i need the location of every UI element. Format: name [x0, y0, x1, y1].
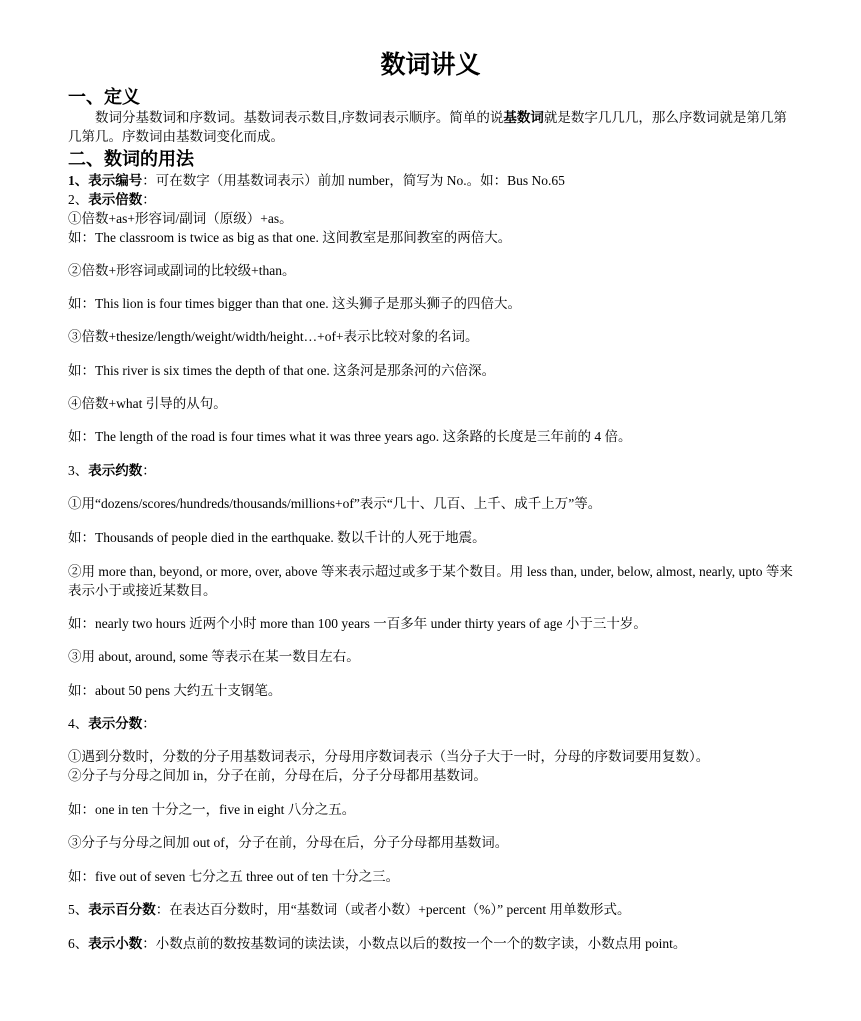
multiples-rule-1: ①倍数+as+形容词/副词（原级）+as。: [68, 211, 293, 226]
multiples-example-1: 如：The classroom is twice as big as that one. 这间教室是那间教室的两倍大。: [68, 230, 512, 245]
multiples-example-4: 如：The length of the road is four times what it was three years ago. 这条路的长度是三年前的 4 倍。: [68, 429, 632, 444]
item-percent-text: ：在表达百分数时，用“基数词（或者小数）+percent（%）” percent 用单数形式。: [155, 902, 631, 917]
definition-text-a: 数词分基数词和序数词。基数词表示数目,序数词表示顺序。简单的说: [95, 110, 504, 125]
approximate-rule-3: ③用 about, around, some 等表示在某一数目左右。: [68, 649, 360, 664]
approximate-rule-2: ②用 more than, beyond, or more, over, above 等来表示超过或多于某个数目。用 less than, under, below, almost, nearly, upto 等来表示小于或接近某数目。: [68, 564, 793, 598]
approximate-rule-1: ①用“dozens/scores/hundreds/thousands/millions+of”表示“几十、几百、上千、成千上万”等。: [68, 496, 602, 511]
item-percent-number: 5、: [68, 902, 89, 917]
fractions-example-3: 如：five out of seven 七分之五 three out of ten 十分之三。: [68, 869, 400, 884]
item-decimal-number: 6、: [68, 936, 89, 951]
section-heading-definition: 一、定义: [68, 87, 140, 107]
item-fractions: [68, 714, 793, 733]
item-numbering-text: ：可在数字（用基数词表示）前加 number，简写为 No.。如：Bus No.65: [142, 173, 565, 188]
item-percent-label: 表示百分数: [88, 902, 156, 917]
item-approximate-number: 3、: [68, 463, 89, 478]
section-heading-usage: 二、数词的用法: [68, 149, 194, 169]
approximate-example-2: 如：nearly two hours 近两个小时 more than 100 years 一百多年 under thirty years of age 小于三十岁。: [68, 616, 647, 631]
item-multiples-label: 表示倍数: [88, 192, 143, 207]
item-fractions-colon: ：: [142, 716, 156, 731]
fractions-rule-2: ②分子与分母之间加 in，分子在前，分母在后，分子分母都用基数词。: [68, 768, 487, 783]
item-fractions-label: 表示分数: [88, 716, 143, 731]
approximate-example-3: 如：about 50 pens 大约五十支钢笔。: [68, 683, 282, 698]
item-fractions-number: 4、: [68, 716, 89, 731]
definition-text-b: 就是数字几几几，那么序数词就是第几第几第几。序数词由基数词变化而成。: [68, 110, 787, 144]
item-numbering: [68, 171, 793, 190]
item-multiples-number: 2、: [68, 192, 89, 207]
item-multiples-colon: ：: [142, 192, 156, 207]
item-approximate-colon: ：: [142, 463, 156, 478]
multiples-example-2: 如：This lion is four times bigger than that one. 这头狮子是那头狮子的四倍大。: [68, 296, 521, 311]
fractions-rule-1: ①遇到分数时，分数的分子用基数词表示，分母用序数词表示（当分子大于一时，分母的序数词要用复数）。: [68, 749, 710, 764]
approximate-example-1: 如：Thousands of people died in the earthquake. 数以千计的人死于地震。: [68, 530, 486, 545]
multiples-rule-4: ④倍数+what 引导的从句。: [68, 396, 227, 411]
multiples-example-3: 如：This river is six times the depth of that one. 这条河是那条河的六倍深。: [68, 363, 496, 378]
fractions-example-2: 如：one in ten 十分之一，five in eight 八分之五。: [68, 802, 356, 817]
item-percent: [68, 900, 793, 919]
item-numbering-label: 1、表示编号: [68, 173, 143, 188]
definition-paragraph: [68, 108, 793, 146]
item-decimal-label: 表示小数: [88, 936, 143, 951]
item-decimal-text: ：小数点前的数按基数词的读法读，小数点以后的数按一个一个的数字读，小数点用 point。: [142, 936, 687, 951]
definition-bold-term: 基数词: [503, 110, 544, 125]
item-decimal: [68, 934, 793, 953]
item-multiples: [68, 190, 793, 209]
item-approximate: [68, 461, 793, 480]
multiples-rule-2: ②倍数+形容词或副词的比较级+than。: [68, 263, 296, 278]
page-title: 数词讲义: [380, 52, 481, 79]
fractions-rule-3: ③分子与分母之间加 out of，分子在前，分母在后，分子分母都用基数词。: [68, 835, 509, 850]
item-approximate-label: 表示约数: [88, 463, 143, 478]
multiples-rule-3: ③倍数+thesize/length/weight/width/height…+of+表示比较对象的名词。: [68, 329, 479, 344]
